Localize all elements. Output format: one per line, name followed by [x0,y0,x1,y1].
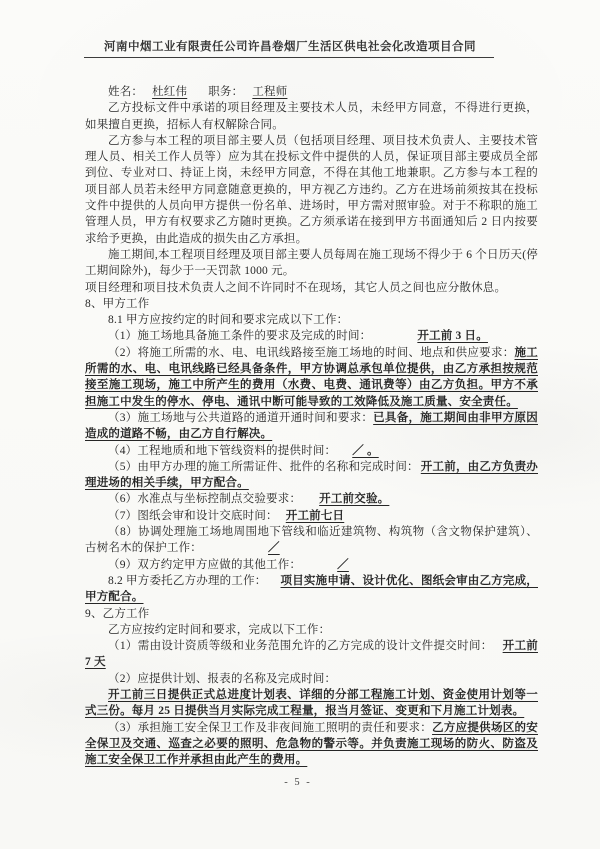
clause-8-1-item-1 [85,328,538,344]
clause-label: （9）双方约定甲方应做的其他工作： [108,558,302,571]
header-rule [84,57,494,58]
clause-label: （1）需由设计资质等级和业务范围允许的乙方完成的设计文件提交时间： [108,640,493,653]
clause-value: ／ 。 [352,444,379,457]
clause-8-1-item-9 [85,557,538,573]
clause-label: （3）施工场地与公共道路的通道开通时间和要求： [108,411,374,424]
clause-8-1-item-7 [85,508,538,524]
clause-value: 开工前，由乙方负责办理进场的相关手续，甲方配合。 [85,460,538,490]
clause-label: 8.2 甲方委托乙方办理的工作： [108,574,267,587]
clause-value: 开工前 7 天 [85,640,538,669]
paragraph-manager-presence: 项目经理和项目技术负责人之间不许同时不在现场，其它人员之间也应分散休息。 [85,281,507,294]
clause-label: （6）水准点与坐标控制点交验要求： [108,493,302,506]
clause-value: 项目实施申请、设计优化、图纸会审由乙方完成，甲方配合。 [85,574,538,604]
clause-9-item-2-label: （2）应提供计划、报表的名称及完成时间： [108,672,337,685]
section-8-heading: 8、甲方工作 [85,297,150,310]
clause-value: 已具备，施工期间由非甲方原因造成的道路不畅，由乙方自行解决。 [85,411,538,441]
contract-body [85,84,538,768]
clause-value: 开工前交验。 [319,493,390,506]
personnel-line [85,84,538,100]
clause-label: （1）施工场地具备施工条件的要求及完成的时间： [108,330,372,343]
clause-value: ／ [268,542,280,555]
section-9-intro: 乙方应按约定时间和要求，完成以下工作： [108,623,331,636]
clause-label: （2）将施工所需的水、电、电讯线路接至施工场地的时间、地点和供应要求： [108,346,515,359]
clause-8-1-item-6 [85,491,538,507]
clause-value: 开工前 3 日。 [417,330,488,343]
clause-9-item-3 [85,720,538,769]
clause-value: 乙方应提供场区的安全保卫及交通、巡查之必要的照明、危急物的警示等。并负责施工现场的防火、防盗及施工安全保卫工作并承担由此产生的费用。 [85,721,538,767]
paragraph-personnel-commitment: 乙方投标文件中承诺的项目经理及主要技术人员，未经甲方同意，不得进行更换，如果擅自更换，招标人有权解除合同。 [85,102,538,131]
clause-8-1-item-8 [85,524,538,557]
clause-8-1-item-4 [85,443,538,459]
clause-9-item-2-value: 开工前三日提供正式总进度计划表、详细的分部工程施工计划、资金使用计划等一式三份。每月 25 日提供当月实际完成工程量，报当月签证、变更和下月施工计划表。 [85,688,538,718]
page-title: 河南中烟工业有限责任公司许昌卷烟厂生活区供电社会化改造项目合同 [104,41,476,53]
clause-value: 施工所需的水、电、电讯线路已经具备条件，甲方协调总承包单位提供，由乙方承担按规范接至施工现场，施工中所产生的费用（水费、电费、通讯费等）由乙方负担。甲方不承担施工中发生的停水、停电、通讯中断可能导致的工效降低及施工质量、安全责任。 [85,346,538,408]
clause-8-1-item-5 [85,459,538,492]
name-label: 姓名： [108,86,144,98]
role-value: 工程师 [252,86,288,98]
page-number: - 5 - [284,777,312,788]
section-8-1-intro: 8.1 甲方应按约定的时间和要求完成以下工作： [108,314,349,327]
section-9-heading: 9、乙方工作 [85,607,150,620]
clause-9-item-1 [85,638,538,671]
clause-label: （8）协调处理施工场地周围地下管线和临近建筑物、构筑物（含文物保护建筑）、古树名木的保护工作： [85,526,538,555]
role-label: 职务： [208,86,244,98]
clause-8-1-item-3 [85,410,538,443]
name-value: 杜红伟 [152,86,188,98]
clause-label: （5）由甲方办理的施工所需证件、批件的名称和完成时间： [108,460,419,473]
clause-label: （7）图纸会审和设计交底时间： [108,509,278,522]
paragraph-site-attendance: 施工期间,本工程项目经理及项目部主要人员每周在施工现场不得少于 6 个日历天(停工期间除外)，每少于一天罚款 1000 元。 [85,248,538,278]
clause-8-1-item-2 [85,345,538,410]
clause-value: ／ [337,558,349,571]
clause-label: （3）承担施工安全保卫工作及非夜间施工照明的责任和要求： [108,721,433,734]
clause-label: （4）工程地质和地下管线资料的提供时间： [108,444,337,457]
clause-value: 开工前七日 [285,509,345,522]
clause-8-2 [85,573,538,606]
paragraph-project-team: 乙方参与本工程的项目部主要人员（包括项目经理、项目技术负责人、主要技术管理人员、相关工作人员等）应为其在投标文件中提供的人员，保证项目部主要成员全部到位、专业对口、持证上岗，未经甲方同意，不得在其他工地兼职。乙方参与本工程的项目部人员若未经甲方同意随意更换的，甲方视乙方违约。乙方在进场前须按其在投标文件中提供的人员向甲方提供一份名单、进场时，甲方需对照审验。对于不称职的施工管理人员，甲方有权要求乙方随时更换。乙方须承诺在接到甲方书面通知后 2 日内按要求给予更换，由此造成的损失由乙方承担。 [85,134,538,245]
